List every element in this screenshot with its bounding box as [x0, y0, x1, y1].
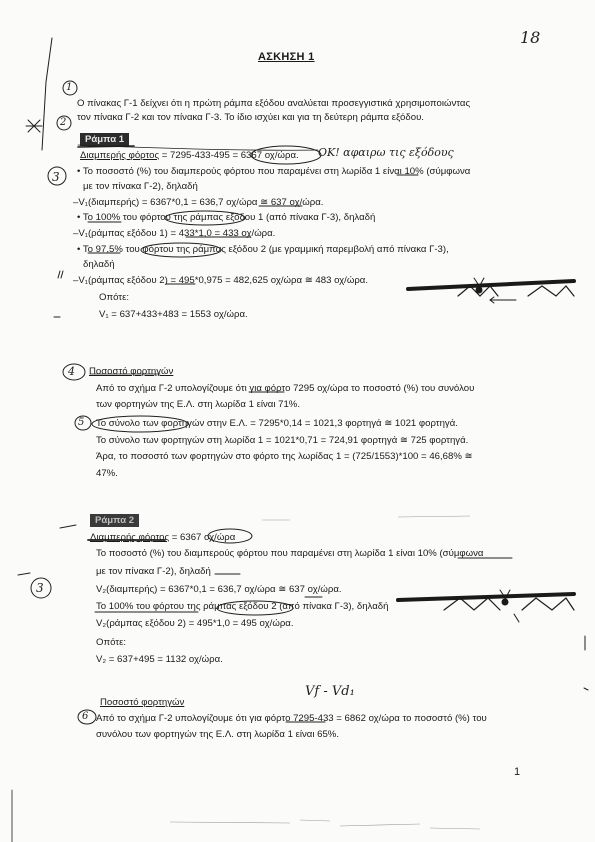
ramp1-trucks-3: Το σύνολο των φορτηγών στη λωρίδα 1 = 1021*0,71 = 724,91 φορτηγά ≅ 725 φορτηγά. — [96, 435, 469, 446]
ramp1-left-arrow — [490, 297, 516, 303]
margin-mark-1: 1 — [66, 82, 73, 93]
ramp1-header: Ράμπα 1 — [80, 133, 129, 146]
page-title: ΑΣΚΗΣΗ 1 — [258, 51, 315, 63]
ramp1-freeway-thick-line — [408, 281, 574, 289]
ramp2-bullet-2: Το 100% του φόρτου της ράμπας εξόδου 2 (από πίνακα Γ-3), δηλαδή — [96, 601, 389, 612]
ramp1-header-underline — [78, 146, 134, 147]
ramp2-tick — [60, 525, 76, 528]
slash-mark — [58, 271, 63, 278]
asterisk-mark — [26, 120, 42, 132]
ramp1-v1-exit1: –V₁(ράμπας εξόδου 1) = 433*1,0 = 433 οχ/ώρα. — [73, 228, 276, 239]
ramp1-trucks-1a: Από το σχήμα Γ-2 υπολογίζουμε ότι για φόρτο 7295 οχ/ώρα το ποσοστό (%) του συνόλου — [96, 383, 475, 394]
ramp2-freeway-sketch — [398, 590, 574, 622]
ramp1-trucks-4a: Άρα, το ποσοστό των φορτηγών στο φόρτο της λωρίδας 1 = (725/1553)*100 = 46,68% ≅ — [96, 451, 473, 462]
ramp2-header: Ράμπα 2 — [90, 514, 139, 527]
ramp2-zigzag-right — [522, 598, 574, 610]
ramp2-trucks-1a: Από το σχήμα Γ-2 υπολογίζουμε ότι για φόρτο 7295-433 = 6862 οχ/ώρα το ποσοστό (%) του — [96, 713, 487, 724]
ramp1-freeway-sketch — [408, 278, 574, 303]
ramp2-bullet-1b: με τον πίνακα Γ-2), δηλαδή — [96, 566, 211, 577]
ramp1-marker-dot — [476, 287, 482, 293]
ramp1-down-arrow — [474, 278, 484, 287]
margin-mark-3: 3 — [52, 170, 60, 184]
ramp2-v2-sum: V₂ = 637+495 = 1132 οχ/ώρα. — [96, 654, 223, 665]
ramp2-v2-through: V₂(διαμπερής) = 6367*0,1 = 636,7 οχ/ώρα ≅ 637 οχ/ώρα. — [96, 584, 342, 595]
ramp1-trucks-2: Το σύνολο των φορτηγών στην Ε.Λ. = 7295*0,14 = 1021,3 φορτηγά ≅ 1021 φορτηγά. — [96, 418, 458, 429]
ramp1-bullet-1b: με τον πίνακα Γ-2), δηλαδή — [83, 181, 198, 192]
ramp2-zigzag-left — [444, 598, 500, 610]
ramp1-flow-label: Διαμπερής φόρτος — [80, 150, 160, 161]
ramp2-flow-formula: = 6367 οχ/ώρα — [171, 532, 236, 543]
scan-noise — [170, 516, 480, 829]
ramp1-v1-sum: V₁ = 637+433+483 = 1553 οχ/ώρα. — [99, 309, 248, 320]
ramp2-small-mark — [514, 614, 519, 622]
ramp1-zigzag-right — [528, 286, 574, 296]
margin-mark-2: 2 — [60, 117, 67, 128]
margin-mark-6: 6 — [82, 711, 89, 722]
ramp2-left-dash — [18, 573, 30, 575]
corner-handwritten-number: 18 — [520, 28, 541, 47]
ramp1-handwritten-note: OK! αφαιρω τις εξόδους — [318, 146, 454, 159]
ramp1-trucks-4b: 47%. — [96, 468, 118, 479]
ramp1-opote: Οπότε: — [99, 292, 130, 303]
ramp2-marker-dot — [502, 599, 508, 605]
ramp1-bullet-2: • Το 100% του φόρτου της ράμπας εξόδου 1 (από πίνακα Γ-3), δηλαδή — [77, 212, 376, 223]
intro-line-1: Ο πίνακας Γ-1 δείχνει ότι η πρώτη ράμπα εξόδου αναλύεται προσεγγιστικά χρησιμοποιώντας — [77, 98, 471, 109]
ramp2-opote: Οπότε: — [96, 637, 127, 648]
ramp2-flow-label: Διαμπερής φόρτος — [90, 532, 170, 543]
ramp2-trucks-1b: συνόλου των φορτηγών της Ε.Λ. στη λωρίδα 1 είναι 65%. — [96, 729, 340, 740]
ramp1-bullet-1a: • Το ποσοστό (%) του διαμπερούς φόρτου που παραμένει στη λωρίδα 1 είναι 10% (σύμφωνα — [77, 166, 471, 177]
ramp2-v2-exit2: V₂(ράμπας εξόδου 2) = 495*1,0 = 495 οχ/ώρα. — [96, 618, 294, 629]
ramp1-flow-formula: = 7295-433-495 = 6367 οχ/ώρα. — [161, 150, 299, 161]
ramp2-bullet-1a: Το ποσοστό (%) του διαμπερούς φόρτου που παραμένει στη λωρίδα 1 είναι 10% (σύμφωνα — [96, 548, 484, 559]
margin-mark-4: 4 — [68, 365, 75, 378]
ramp1-bullet-3b: δηλαδή — [83, 259, 115, 270]
margin-mark-3b: 3 — [36, 581, 44, 595]
page-number: 1 — [514, 766, 521, 778]
ramp2-freeway-thick-line — [398, 594, 574, 600]
ramp1-trucks-1b: των φορτηγών της Ε.Λ. στη λωρίδα 1 είναι 71%. — [96, 399, 300, 410]
ramp2-trucks-heading: Ποσοστό φορτηγών — [100, 697, 185, 708]
ramp2-flow — [90, 532, 235, 544]
ramp1-v1-through: –V₁(διαμπερής) = 6367*0,1 = 636,7 οχ/ώρα ≅ 637 οχ/ώρα. — [73, 197, 324, 208]
ramp2-down-arrow — [500, 590, 510, 599]
intro-line-2: τον πίνακα Γ-2 και τον πίνακα Γ-3. Το ίδιο ισχύει και για τη δεύτερη ράμπα εξόδου. — [77, 112, 424, 123]
ramp1-bullet-3a: • Το 97,5% του φόρτου της ράμπας εξόδου 2 (με γραμμική παρεμβολή από πίνακα Γ-3), — [77, 244, 449, 255]
ramp1-zigzag-left — [458, 286, 498, 296]
ramp2-handwritten-note: Vf - Vd₁ — [305, 684, 355, 699]
margin-mark-5: 5 — [78, 417, 85, 428]
ramp1-trucks-heading: Ποσοστό φορτηγών — [89, 366, 174, 377]
ramp1-flow — [80, 150, 299, 162]
left-edge-stroke — [42, 38, 52, 150]
ramp1-v1-exit2: –V₁(ράμπας εξόδου 2) = 495*0,975 = 482,625 οχ/ώρα ≅ 483 οχ/ώρα. — [73, 275, 369, 286]
right-small-mark — [584, 688, 588, 690]
